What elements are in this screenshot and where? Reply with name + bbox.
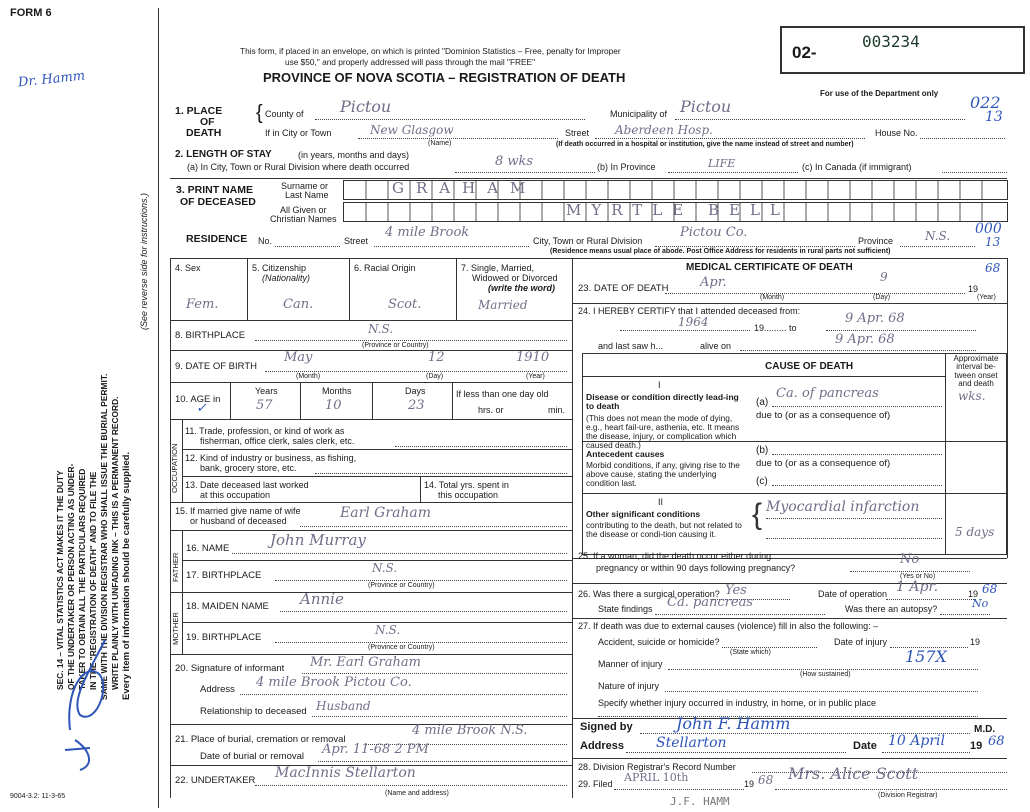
street-value[interactable]: Aberdeen Hosp. [615, 123, 713, 137]
injury-year: 19 [970, 637, 981, 647]
q13-label-2: at this occupation [200, 490, 271, 500]
q25-label-2: pregnancy or within 90 days following pregnancy? [596, 563, 796, 573]
how-sustained-hint: (How sustained) [800, 671, 851, 678]
informant-addr-line [240, 694, 567, 695]
stay-b-value[interactable]: LIFE [708, 157, 736, 170]
residence-street-value[interactable]: 4 mile Brook [385, 225, 470, 240]
other-line-2 [766, 538, 942, 539]
cause-a-interval[interactable]: wks. [958, 389, 986, 403]
place-bracket: { [256, 102, 263, 124]
residence-province-value[interactable]: N.S. [925, 229, 951, 243]
side-divider [158, 8, 159, 808]
sig-year[interactable]: 68 [988, 734, 1005, 749]
q11-bottom [182, 449, 572, 450]
street-line [595, 138, 865, 139]
father-name-label: 16. NAME [186, 543, 230, 554]
injury-date-label: Date of injury [834, 637, 888, 647]
informant-addr-label: Address [200, 684, 235, 695]
antecedent-label: Antecedent causes [586, 449, 665, 459]
informant-sig-value[interactable]: Mr. Earl Graham [310, 655, 421, 670]
house-line [920, 138, 1005, 139]
dob-label: 9. DATE OF BIRTH [175, 361, 257, 372]
side-text-6: WRITE PLAINLY WITH UNFADING INK – THIS IS A PERMANENT RECORD. [110, 396, 120, 690]
dob-day-hint: (Day) [426, 373, 444, 380]
informant-rel-label: Relationship to deceased [200, 706, 307, 717]
cause-part-II: II [658, 497, 664, 507]
death-year-pre: 19 [968, 284, 979, 294]
other-bracket: { [752, 498, 763, 531]
dob-day[interactable]: 12 [428, 350, 445, 365]
stay-b-label: (b) In Province [597, 162, 656, 172]
dept-code-2: 13 [985, 109, 1003, 125]
age-check: ✓ [196, 401, 207, 416]
filed-value[interactable]: APRIL 10th [624, 771, 689, 784]
birthplace-line [255, 340, 567, 341]
op-year[interactable]: 68 [982, 582, 998, 596]
residence-no-line [275, 246, 340, 247]
q15-label-2: or husband of deceased [190, 516, 287, 526]
birthplace-label: 8. BIRTHPLACE [175, 330, 246, 341]
attended-to[interactable]: 9 Apr. 68 [845, 311, 905, 326]
sig-bottom [572, 758, 1007, 759]
findings-label: State findings [598, 604, 653, 614]
print-code: 9004-3.2: 11-3-65 [10, 793, 66, 800]
accident-line [722, 647, 817, 648]
direct-label: Disease or condition directly lead-ing to death [586, 392, 739, 412]
sig-address-value[interactable]: Stellarton [656, 735, 727, 751]
q12-bottom [182, 476, 572, 477]
undertaker-line [255, 785, 567, 786]
q25-value[interactable]: No [900, 552, 920, 567]
surname-label-2: Last Name [285, 190, 329, 200]
informant-rel-value[interactable]: Husband [316, 699, 371, 713]
stamp-name: J.F. HAMM [670, 795, 730, 808]
q28-label: 28. Division Registrar's Record Number [578, 762, 736, 772]
street-label: Street [565, 128, 590, 138]
sep-4-5 [247, 258, 248, 320]
mother-bp-line [275, 642, 567, 643]
cause-part-I: I [658, 380, 661, 390]
cause-I-mid [582, 441, 1007, 442]
form-number: FORM 6 [10, 7, 52, 19]
q26-bottom [572, 618, 1007, 619]
op-date-label: Date of operation [818, 589, 888, 599]
death-month[interactable]: Apr. [700, 275, 727, 290]
age-hrs: hrs. or [478, 405, 504, 415]
father-bp-value[interactable]: N.S. [372, 561, 398, 575]
age-months-value[interactable]: 10 [325, 398, 342, 413]
other-label: Other significant conditions [586, 509, 701, 519]
undertaker-value[interactable]: MacInnis Stellarton [275, 765, 416, 781]
form-title: PROVINCE OF NOVA SCOTIA – REGISTRATION OF DEATH [263, 70, 626, 85]
op-date-value[interactable]: 1 Apr. [896, 579, 939, 595]
citizenship-label: 5. Citizenship [252, 263, 307, 273]
q24-label: 24. I HEREBY CERTIFY that I attended deceased from: [578, 306, 801, 316]
name-label-2: OF DECEASED [180, 196, 256, 208]
house-label: House No. [875, 128, 918, 138]
q13-bottom [170, 502, 572, 503]
death-year-hint: (Year) [977, 294, 996, 301]
alive-on-value[interactable]: 9 Apr. 68 [835, 332, 895, 347]
cause-a-value[interactable]: Ca. of pancreas [776, 386, 879, 401]
birthplace-value[interactable]: N.S. [368, 322, 394, 336]
reg-prefix: 02- [792, 43, 817, 62]
side-text-2: OF THE UNDERTAKER OR PERSON ACTING AS UNDER- [66, 463, 76, 690]
age-days-label: Days [405, 386, 426, 396]
sig-year-pre: 19 [970, 740, 983, 752]
cause-c: (c) [756, 476, 768, 487]
q26-value[interactable]: Yes [725, 583, 747, 598]
registration-number-box [780, 26, 1025, 74]
surname-boxes[interactable] [343, 180, 1008, 200]
death-day[interactable]: 9 [880, 270, 888, 284]
alive-on-line [740, 350, 976, 351]
cause-title: CAUSE OF DEATH [765, 361, 854, 372]
q12-line [315, 473, 567, 474]
stay-c-line [942, 172, 1007, 173]
antecedent-note: Morbid conditions, if any, giving rise to the above cause, stating the underlying condition last. [586, 460, 740, 489]
q23-line [665, 293, 965, 294]
sep-6-7 [456, 258, 457, 320]
sig-date-line [882, 752, 970, 753]
q11-label-2: fisherman, office clerk, sales clerk, etc. [200, 436, 355, 446]
father-bp-label: 17. BIRTHPLACE [186, 570, 262, 581]
accident-label: Accident, suicide or homicide? [598, 637, 720, 647]
undertaker-label: 22. UNDERTAKER [175, 775, 256, 786]
autopsy-value[interactable]: No [972, 597, 989, 610]
name-top-rule [170, 178, 1007, 179]
marital-label: 7. Single, Married, [461, 263, 535, 273]
sig-address-label: Address [580, 740, 625, 752]
dept-code-1: 022 [970, 93, 1001, 112]
name-label: 3. PRINT NAME [176, 184, 254, 196]
interval-rule [945, 353, 946, 555]
father-bp-line [275, 580, 567, 581]
last-saw-label: and last saw h... [598, 341, 664, 351]
grid-left-rule [170, 258, 171, 798]
marital-value[interactable]: Married [478, 298, 528, 312]
envelope-note-1: This form, if placed in an envelope, on which is printed "Dominion Statistics – Free, penalty for Improper [240, 46, 621, 56]
dob-year-hint: (Year) [526, 373, 545, 380]
residence-city-line [655, 246, 855, 247]
residence-street-label: Street [344, 236, 369, 246]
findings-value[interactable]: Ca. pancreas [667, 595, 754, 610]
marital-label-3: (write the word) [488, 283, 555, 293]
place-label-of: OF [200, 116, 215, 128]
interval-label: Approximate interval be-tween onset and death [953, 354, 999, 389]
father-side-label: FATHER [171, 552, 180, 582]
side-text-7: Every item of information should be carefully supplied. [121, 451, 132, 700]
citizenship-label-2: (Nationality) [262, 273, 311, 283]
burial-date-label: Date of burial or removal [200, 751, 305, 762]
q25-bottom [572, 583, 1007, 584]
residence-no-label: No. [258, 236, 273, 246]
filed-line [614, 789, 744, 790]
q25-label: 25. If a woman, did the death occur either during [578, 551, 772, 561]
signed-value[interactable]: John F. Hamm [676, 714, 791, 733]
q13-label: 13. Date deceased last worked [185, 480, 309, 490]
age-sep-1 [300, 382, 301, 419]
stay-a-label: (a) In City, Town or Rural Division where death occurred [187, 162, 410, 172]
age-min: min. [548, 405, 566, 415]
side-text-1: SEC. 14 – VITAL STATISTICS ACT MAKES IT THE DUTY [55, 470, 65, 690]
stay-a-line [455, 172, 595, 173]
manner-line [668, 669, 978, 670]
manner-code: 157X [905, 647, 947, 666]
residence-city-label: City, Town or Rural Division [533, 236, 643, 246]
q13-q14-sep [420, 476, 421, 502]
informant-addr-value[interactable]: 4 mile Brook Pictou Co. [256, 675, 412, 690]
mother-maiden-label: 18. MAIDEN NAME [186, 601, 269, 612]
q14-label: 14. Total yrs. spent in [424, 480, 509, 490]
occ-side-rule [182, 419, 183, 502]
registrar-line [775, 789, 1007, 790]
q15-bottom [170, 530, 572, 531]
q15-line [300, 526, 567, 527]
marital-label-2: Widowed or Divorced [472, 273, 558, 283]
row-8-bottom [170, 350, 572, 351]
due-to-2: due to (or as a consequence of) [756, 458, 891, 469]
place-label: 1. PLACE [175, 105, 223, 117]
sex-value[interactable]: Fem. [186, 297, 219, 312]
cause-a-line [772, 406, 942, 407]
side-text-5: SAME WITH THE DIVISION REGISTRAR WHO SHALL ISSUE THE BURIAL PERMIT. [99, 373, 109, 700]
q25-hint: (Yes or No) [900, 573, 936, 580]
reg-number: 003234 [862, 32, 920, 51]
mother-bp-value[interactable]: N.S. [375, 623, 401, 637]
other-interval[interactable]: 5 days [955, 525, 995, 539]
mother-side-rule [182, 592, 183, 654]
dob-line [265, 371, 567, 372]
burial-place-label: 21. Place of burial, cremation or removal [175, 734, 346, 745]
mother-bp-hint: (Province or Country) [368, 644, 435, 651]
undertaker-hint: (Name and address) [385, 790, 449, 797]
dob-month[interactable]: May [284, 350, 313, 365]
cause-b-line [772, 454, 942, 455]
side-text-8: (See reverse side for instructions.) [139, 192, 149, 330]
stay-c-label: (c) In Canada (if immigrant) [802, 162, 912, 172]
informant-sig-line [302, 673, 567, 674]
residence-province-line [900, 246, 975, 247]
envelope-note-2: use $50," and properly addressed will pass through the mail "FREE" [285, 57, 536, 67]
margin-name: Dr. Hamm [17, 68, 86, 91]
nature-label: Nature of injury [598, 681, 660, 691]
stay-a-value[interactable]: 8 wks [495, 154, 534, 169]
burial-date-line [318, 761, 567, 762]
city-name-hint: (Name) [428, 140, 452, 147]
age-sep-3 [452, 382, 453, 419]
other-line-1 [766, 518, 942, 519]
city-label: If in City or Town [265, 128, 332, 138]
q11-line [395, 446, 567, 447]
racial-value[interactable]: Scot. [388, 297, 422, 312]
mother-side-label: MOTHER [171, 612, 180, 645]
stay-sub-label: (in years, months and days) [298, 150, 410, 160]
left-margin-scribble [50, 630, 140, 780]
q23-label: 23. DATE OF DEATH [578, 283, 669, 294]
burial-date-value[interactable]: Apr. 11-68 2 PM [322, 742, 429, 757]
death-month-hint: (Month) [760, 294, 785, 301]
father-name-value[interactable]: John Murray [270, 531, 366, 549]
given-label-2: Christian Names [270, 214, 337, 224]
attended-to-label: 19......... to [754, 323, 797, 333]
due-to-1: due to (or as a consequence of) [756, 410, 891, 421]
cause-c-line [772, 485, 942, 486]
residence-street-line [374, 246, 529, 247]
municipality-label: Municipality of [610, 109, 668, 119]
mother-bp-label: 19. BIRTHPLACE [186, 632, 262, 643]
age-label: 10. AGE in [175, 394, 221, 405]
age-years-label: Years [255, 386, 278, 396]
sig-date-value[interactable]: 10 April [888, 733, 945, 749]
registrar-signature[interactable]: Mrs. Alice Scott [788, 764, 919, 783]
md-label: M.D. [974, 724, 996, 735]
grid-top-rule [170, 258, 1007, 259]
cause-a: (a) [756, 397, 769, 408]
county-line [315, 119, 585, 120]
mother-maiden-line [280, 611, 567, 612]
autopsy-line [940, 614, 990, 615]
dob-year[interactable]: 1910 [516, 350, 550, 365]
sep-5-6 [349, 258, 350, 320]
grid-right-rule [1007, 258, 1008, 558]
father-bottom [170, 592, 572, 593]
q25-line [850, 571, 970, 572]
attended-from[interactable]: 1964 [678, 315, 709, 329]
q11-label: 11. Trade, profession, or kind of work as [185, 426, 345, 436]
municipality-line [675, 119, 965, 120]
mother-maiden-value[interactable]: Annie [300, 590, 344, 608]
age-years-value[interactable]: 57 [256, 398, 273, 413]
city-line [358, 138, 558, 139]
age-less-day: If less than one day old [456, 389, 549, 399]
place-label-death: DEATH [186, 127, 222, 139]
age-months-label: Months [322, 386, 352, 396]
father-name-line [232, 553, 567, 554]
stay-label: 2. LENGTH OF STAY [175, 149, 272, 160]
q15-value[interactable]: Earl Graham [340, 505, 432, 521]
stay-b-line [668, 172, 798, 173]
state-which-hint: (State which) [730, 649, 771, 656]
surname-label: Surname or [281, 181, 329, 191]
q26-label: 26. Was there a surgical operation? [578, 589, 720, 599]
specify-label: Specify whether injury occurred in industry, in home, or in public place [598, 698, 876, 708]
findings-line [655, 614, 825, 615]
filed-year-pre: 19 [744, 779, 755, 789]
registrar-hint: (Division Registrar) [878, 792, 938, 799]
residence-city-value[interactable]: Pictou Co. [680, 225, 748, 240]
grid-middle-rule [572, 258, 573, 798]
q29-label: 29. Filed [578, 779, 613, 789]
other-value[interactable]: Myocardial infarction [766, 499, 920, 515]
q24-to-line [826, 330, 976, 331]
sig-address-line [626, 752, 846, 753]
alive-on-label: alive on [700, 341, 732, 351]
sex-label: 4. Sex [175, 263, 201, 273]
manner-label: Manner of injury [598, 659, 663, 669]
autopsy-label: Was there an autopsy? [845, 604, 938, 614]
cause-header-rule [582, 376, 945, 377]
death-year-corner: 68 [985, 261, 1001, 275]
death-day-hint: (Day) [873, 294, 891, 301]
op-year-pre: 19 [968, 589, 979, 599]
residence-note: (Residence means usual place of abode. Post Office Address for residents in rural parts not sufficient) [550, 248, 891, 255]
q12-label: 12. Kind of industry or business, as fishing, [185, 453, 357, 463]
residence-code-2: 13 [985, 235, 1001, 249]
given-boxes[interactable] [343, 202, 1008, 222]
surname-value: GRAHAM [392, 179, 538, 197]
side-text-3: TAKER TO OBTAIN ALL THE PARTICULARS REQUIRED [77, 468, 87, 690]
citizenship-value[interactable]: Can. [283, 297, 314, 312]
given-label: All Given or [280, 205, 327, 215]
father-side-rule [182, 530, 183, 592]
racial-label: 6. Racial Origin [354, 263, 416, 273]
cause-b: (b) [756, 445, 769, 456]
father-bp-hint: (Province or Country) [368, 582, 435, 589]
q24-from-line [620, 330, 750, 331]
direct-note: (This does not mean the mode of dying, e.g., heart fail-ure, asthenia, etc. It means the disease, injury, or complication which caused death.) [586, 413, 740, 451]
q15-label: 15. If married give name of wife [175, 506, 301, 516]
dob-month-hint: (Month) [296, 373, 321, 380]
age-sep-2 [372, 382, 373, 419]
burial-place-value[interactable]: 4 mile Brook N.S. [412, 723, 528, 738]
residence-province-label: Province [858, 236, 894, 246]
q14-label-2: this occupation [438, 490, 499, 500]
other-note: contributing to the death, but not related to the disease or condi-tion causing it. [586, 520, 742, 540]
dept-use-label: For use of the Department only [820, 89, 939, 98]
cause-II-rule [582, 493, 1007, 494]
city-value[interactable]: New Glasgow [370, 123, 454, 137]
given-value: MYRTLE BELL [566, 201, 790, 219]
q23-bottom [572, 303, 1007, 304]
residence-code: 000 [975, 221, 1002, 237]
hospital-note: (If death occurred in a hospital or institution, give the name instead of street and number) [556, 141, 854, 148]
informant-sig-label: 20. Signature of informant [175, 663, 285, 674]
medical-title: MEDICAL CERTIFICATE OF DEATH [686, 262, 853, 273]
signed-label: Signed by [580, 721, 633, 733]
q12-label-2: bank, grocery store, etc. [200, 463, 297, 473]
age-sep-0 [230, 382, 231, 419]
row-4-bottom [170, 320, 572, 321]
age-days-value[interactable]: 23 [408, 398, 425, 413]
county-label: County of [265, 109, 304, 119]
nature-line [665, 691, 978, 692]
residence-label: RESIDENCE [186, 233, 248, 245]
sig-date-label: Date [853, 740, 877, 752]
op-date-line [886, 599, 976, 600]
q27-label: 27. If death was due to external causes (violence) fill in also the following: – [578, 621, 879, 631]
municipality-value[interactable]: Pictou [680, 97, 732, 116]
filed-year[interactable]: 68 [758, 773, 774, 787]
occupation-side-label: OCCUPATION [170, 443, 179, 493]
row-10-bottom [170, 419, 572, 420]
informant-rel-line [312, 716, 567, 717]
birthplace-hint: (Province or Country) [362, 342, 429, 349]
county-value[interactable]: Pictou [340, 97, 392, 116]
side-text-4: IN THE "REGISTRATION OF DEATH" AND TO FILE THE [88, 471, 98, 690]
